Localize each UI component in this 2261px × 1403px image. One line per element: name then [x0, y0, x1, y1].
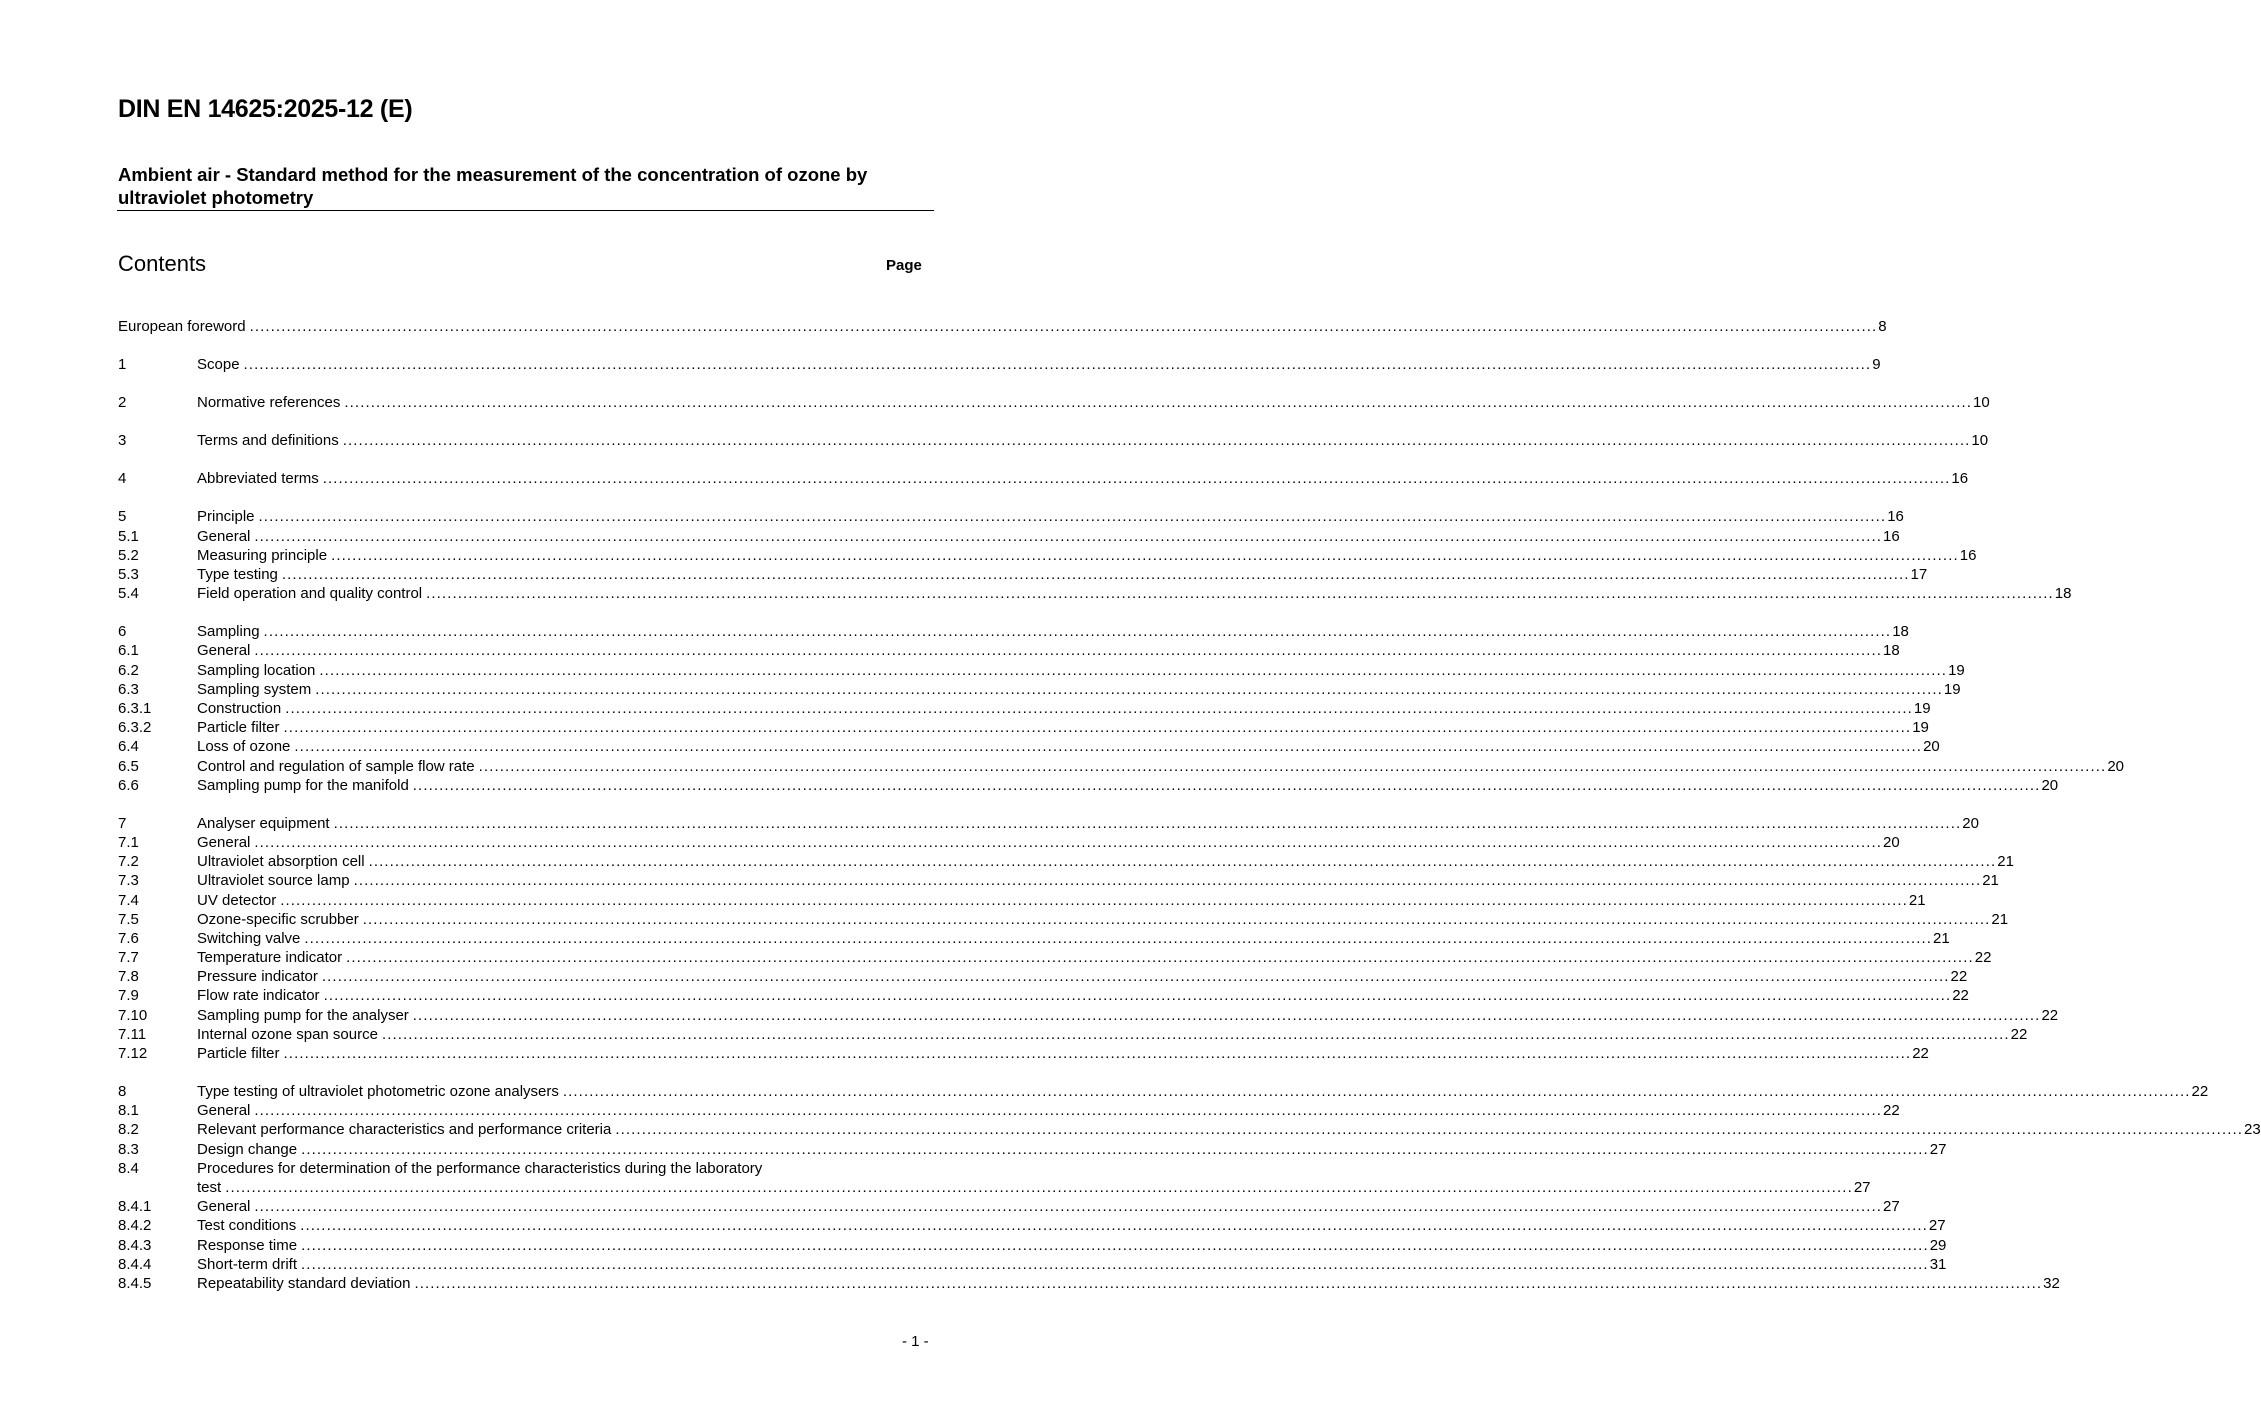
toc-entry[interactable] — [118, 527, 1900, 546]
toc-entry-page: 31 — [1929, 1255, 1947, 1273]
toc-entry-page: 32 — [2043, 1274, 2060, 1292]
toc-entry-title: Relevant performance characteristics and performance criteria — [197, 1121, 612, 1139]
toc-dot-leader — [250, 641, 1882, 660]
toc-entry[interactable] — [118, 1082, 2209, 1101]
toc-entry[interactable] — [118, 871, 1999, 890]
toc-entry[interactable] — [118, 431, 1989, 450]
toc-entry-number: 6.3.1 — [118, 699, 152, 717]
toc-dot-leader — [250, 1101, 1882, 1120]
toc-entry[interactable] — [118, 1236, 1947, 1255]
toc-entry-number: 7.11 — [118, 1025, 147, 1043]
toc-entry-number: 2 — [118, 394, 127, 412]
toc-entry-page: 22 — [2191, 1083, 2209, 1101]
toc-entry[interactable] — [118, 737, 1940, 756]
toc-entry[interactable] — [118, 910, 2009, 929]
toc-entry[interactable] — [118, 1159, 922, 1178]
toc-dot-leader — [250, 527, 1882, 546]
toc-entry-number: 6 — [118, 623, 127, 641]
toc-entry-title: General — [197, 642, 251, 660]
toc-entry[interactable] — [118, 776, 2059, 795]
toc-entry-page: 18 — [2054, 585, 2072, 603]
toc-entry-title: Particle filter — [197, 1045, 280, 1063]
toc-entry-page: 20 — [1923, 738, 1940, 756]
toc-entry-page: 20 — [1962, 814, 1979, 832]
toc-entry-page: 22 — [1883, 1102, 1900, 1120]
toc-entry-number: 6.2 — [118, 661, 139, 679]
toc-entry[interactable] — [118, 355, 1881, 374]
toc-dot-leader — [246, 317, 1878, 336]
toc-entry-title: Sampling location — [197, 661, 316, 679]
toc-entry-number: 8.4.4 — [118, 1255, 152, 1273]
toc-entry-page: 21 — [1908, 891, 1926, 909]
toc-entry[interactable] — [118, 680, 1961, 699]
toc-entry-number: 6.5 — [118, 757, 139, 775]
toc-entry-number: 5.1 — [118, 527, 139, 545]
toc-entry[interactable] — [118, 641, 1900, 660]
toc-entry-page: 21 — [1933, 929, 1950, 947]
contents-heading: Contents — [118, 251, 207, 276]
toc-entry[interactable] — [118, 661, 1965, 680]
toc-entry-title-continuation: test — [197, 1179, 222, 1197]
toc-dot-leader — [319, 469, 1951, 488]
toc-entry-title: Sampling system — [197, 680, 312, 698]
toc-dot-leader — [281, 699, 1913, 718]
toc-dot-leader — [280, 1044, 1912, 1063]
toc-entry-title: Construction — [197, 699, 282, 717]
toc-dot-leader — [297, 1140, 1929, 1159]
toc-entry-title: Sampling — [197, 623, 260, 641]
toc-entry[interactable] — [118, 757, 2124, 776]
toc-entry[interactable] — [118, 852, 2014, 871]
toc-entry-title: Sampling pump for the analyser — [197, 1006, 409, 1024]
toc-dot-leader — [255, 507, 1887, 526]
toc-dot-leader — [250, 833, 1882, 852]
toc-entry[interactable] — [118, 1274, 2060, 1293]
toc-entry-title: Repeatability standard deviation — [197, 1274, 411, 1292]
toc-entry-page: 21 — [1991, 910, 2009, 928]
toc-entry-title: UV detector — [197, 891, 277, 909]
toc-entry-page: 19 — [1913, 699, 1931, 717]
toc-entry[interactable] — [118, 1101, 1900, 1120]
toc-entry-title: General — [197, 1102, 251, 1120]
toc-dot-leader — [260, 622, 1892, 641]
toc-entry[interactable] — [118, 1025, 2028, 1044]
table-of-contents — [118, 317, 2261, 1293]
toc-entry[interactable] — [118, 469, 1969, 488]
toc-entry-number: 3 — [118, 432, 127, 450]
toc-dot-leader — [422, 584, 2054, 603]
toc-dot-leader — [350, 871, 1982, 890]
toc-entry-page: 21 — [1997, 853, 2014, 871]
toc-entry-number: 7.10 — [118, 1006, 148, 1024]
document-subtitle: Ambient air - Standard method for the measurement of the concentration of ozone by ultraviolet photometry — [118, 164, 868, 208]
toc-entry-continuation[interactable] — [118, 1178, 1871, 1197]
toc-entry[interactable] — [118, 1044, 1929, 1063]
toc-entry-number: 7.8 — [118, 968, 139, 986]
toc-entry-title: General — [197, 1198, 251, 1216]
toc-entry-foreword[interactable] — [118, 317, 1887, 336]
toc-entry-page: 20 — [2107, 757, 2124, 775]
toc-dot-leader — [297, 1236, 1929, 1255]
toc-entry-title: Response time — [197, 1236, 298, 1254]
toc-entry[interactable] — [118, 546, 1977, 565]
toc-dot-leader — [240, 355, 1872, 374]
toc-dot-leader — [290, 737, 1922, 756]
toc-entry-title: Type testing — [197, 565, 278, 583]
toc-dot-leader — [278, 565, 1910, 584]
toc-entry-number: 8.4.2 — [118, 1217, 152, 1235]
toc-entry-page: 21 — [1982, 872, 1999, 890]
toc-entry-page: 27 — [1853, 1179, 1871, 1197]
toc-entry-number: 8.4.3 — [118, 1236, 152, 1254]
toc-entry-title: Internal ozone span source — [197, 1025, 378, 1043]
toc-entry-page: 27 — [1928, 1217, 1946, 1235]
toc-entry-page: 22 — [1974, 949, 1992, 967]
toc-entry[interactable] — [118, 1255, 1947, 1274]
toc-entry[interactable] — [118, 622, 1909, 641]
toc-entry-number: 7.4 — [118, 891, 139, 909]
toc-entry-title: Sampling pump for the manifold — [197, 776, 409, 794]
toc-entry-page: 8 — [1878, 317, 1887, 335]
toc-entry-number: 8.4.1 — [118, 1198, 152, 1216]
toc-entry-title: Type testing of ultraviolet photometric ozone analysers — [197, 1083, 559, 1101]
toc-entry-page: 19 — [1948, 661, 1965, 679]
toc-entry-title: Short-term drift — [197, 1255, 298, 1273]
toc-entry[interactable] — [118, 986, 1969, 1005]
toc-entry[interactable] — [118, 1121, 2261, 1140]
toc-entry-title: Temperature indicator — [197, 949, 343, 967]
toc-entry-number: 8 — [118, 1083, 127, 1101]
toc-dot-leader — [250, 1197, 1882, 1216]
toc-dot-leader — [330, 814, 1962, 833]
toc-entry[interactable] — [118, 891, 1926, 910]
toc-entry-page: 27 — [1883, 1198, 1900, 1216]
toc-entry-number: 6.4 — [118, 738, 139, 756]
toc-entry-page: 22 — [1912, 1045, 1929, 1063]
toc-entry-page: 16 — [1887, 508, 1904, 526]
toc-entry-page: 27 — [1929, 1140, 1947, 1158]
toc-entry-number: 5 — [118, 508, 127, 526]
toc-entry-number: 1 — [118, 356, 127, 374]
toc-entry-title: Measuring principle — [197, 546, 328, 564]
toc-dot-leader — [359, 910, 1991, 929]
toc-entry-title: Control and regulation of sample flow rate — [197, 757, 475, 775]
toc-entry[interactable] — [118, 814, 1979, 833]
toc-dot-leader — [342, 948, 1974, 967]
toc-dot-leader — [475, 757, 2107, 776]
page-column-heading: Page — [886, 257, 922, 274]
toc-entry-title: Test conditions — [197, 1217, 297, 1235]
toc-entry-page: 22 — [2010, 1025, 2028, 1043]
toc-entry-number: 7.2 — [118, 853, 139, 871]
toc-entry-title: Ozone-specific scrubber — [197, 910, 359, 928]
toc-entry-number: 7.1 — [118, 833, 139, 851]
toc-entry-page: 19 — [1912, 719, 1929, 737]
toc-entry-title: Design change — [197, 1140, 298, 1158]
toc-entry-number: 7 — [118, 814, 127, 832]
toc-entry-title: General — [197, 527, 251, 545]
toc-dot-leader — [327, 546, 1959, 565]
toc-dot-leader — [378, 1025, 2010, 1044]
toc-entry-title: Terms and definitions — [197, 432, 339, 450]
toc-entry-page: 23 — [2244, 1121, 2261, 1139]
toc-entry[interactable] — [118, 929, 1950, 948]
toc-entry-page: 20 — [1883, 833, 1900, 851]
toc-entry[interactable] — [118, 833, 1900, 852]
toc-dot-leader — [280, 718, 1912, 737]
toc-entry-title: European foreword — [118, 317, 246, 335]
toc-entry-page: 16 — [1959, 546, 1977, 564]
toc-entry-number: 7.6 — [118, 929, 139, 947]
toc-entry-page: 22 — [1950, 968, 1968, 986]
toc-entry-number: 7.5 — [118, 910, 139, 928]
toc-entry-number: 7.9 — [118, 987, 139, 1005]
toc-entry[interactable] — [118, 699, 1931, 718]
toc-entry-number: 6.1 — [118, 642, 139, 660]
toc-entry-title: Ultraviolet source lamp — [197, 872, 350, 890]
toc-dot-leader — [315, 661, 1947, 680]
toc-entry[interactable] — [118, 967, 1968, 986]
toc-entry-number: 6.3.2 — [118, 719, 152, 737]
toc-entry-title: Pressure indicator — [197, 968, 318, 986]
toc-entry-title: General — [197, 833, 251, 851]
toc-entry-number: 5.2 — [118, 546, 139, 564]
toc-entry-title: Principle — [197, 508, 255, 526]
toc-dot-leader — [221, 1178, 1853, 1197]
toc-entry-page: 10 — [1971, 432, 1989, 450]
toc-entry[interactable] — [118, 1197, 1900, 1216]
toc-entry-number: 8.3 — [118, 1140, 139, 1158]
toc-dot-leader — [276, 891, 1908, 910]
toc-entry-page: 20 — [2041, 776, 2059, 794]
toc-dot-leader — [409, 1006, 2041, 1025]
toc-entry-title: Ultraviolet absorption cell — [197, 853, 365, 871]
toc-entry[interactable] — [118, 584, 2072, 603]
toc-entry-title: Switching valve — [197, 929, 301, 947]
toc-dot-leader — [410, 1274, 2042, 1293]
toc-entry-number: 5.3 — [118, 565, 139, 583]
toc-entry-title: Abbreviated terms — [197, 470, 319, 488]
toc-dot-leader — [300, 929, 1932, 948]
toc-dot-leader — [611, 1120, 2243, 1139]
toc-entry[interactable] — [118, 565, 1928, 584]
toc-entry-page: 22 — [1952, 987, 1969, 1005]
toc-entry-number: 6.3 — [118, 680, 139, 698]
toc-dot-leader — [365, 852, 1997, 871]
toc-entry-number: 7.12 — [118, 1045, 148, 1063]
toc-entry-page: 29 — [1929, 1236, 1947, 1254]
toc-entry-title: Procedures for determination of the performance characteristics during the laboratory — [197, 1159, 763, 1177]
document-title: DIN EN 14625:2025-12 (E) — [118, 95, 413, 123]
toc-entry-number: 6.6 — [118, 776, 139, 794]
toc-entry-number: 8.2 — [118, 1121, 139, 1139]
toc-entry[interactable] — [118, 718, 1929, 737]
toc-entry[interactable] — [118, 507, 1904, 526]
toc-dot-leader — [320, 986, 1952, 1005]
toc-entry-title: Field operation and quality control — [197, 585, 423, 603]
toc-entry-page: 16 — [1951, 470, 1969, 488]
toc-dot-leader — [311, 680, 1943, 699]
toc-entry-number: 7.7 — [118, 949, 139, 967]
toc-entry-number: 5.4 — [118, 585, 139, 603]
toc-entry-title: Loss of ozone — [197, 738, 291, 756]
toc-dot-leader — [409, 776, 2041, 795]
toc-entry[interactable] — [118, 1216, 1946, 1235]
toc-dot-leader — [339, 431, 1971, 450]
toc-dot-leader — [559, 1082, 2191, 1101]
title-rule — [117, 210, 934, 211]
toc-entry-number: 8.4.5 — [118, 1274, 152, 1292]
toc-entry-number: 7.3 — [118, 872, 139, 890]
toc-entry-title: Normative references — [197, 394, 341, 412]
toc-entry-page: 19 — [1943, 680, 1961, 698]
toc-dot-leader — [297, 1255, 1929, 1274]
toc-entry-page: 18 — [1883, 642, 1900, 660]
toc-entry[interactable] — [118, 948, 1992, 967]
toc-dot-leader — [318, 967, 1950, 986]
toc-entry-number: 8.4 — [118, 1159, 139, 1177]
toc-entry-page: 22 — [2041, 1006, 2059, 1024]
toc-entry[interactable] — [118, 1140, 1947, 1159]
toc-entry-page: 17 — [1910, 565, 1928, 583]
toc-entry[interactable] — [118, 1006, 2059, 1025]
toc-entry[interactable] — [118, 393, 1990, 412]
toc-dot-leader — [340, 393, 1972, 412]
toc-entry-number: 4 — [118, 470, 127, 488]
toc-entry-page: 9 — [1872, 356, 1881, 374]
toc-entry-page: 16 — [1883, 527, 1900, 545]
toc-entry-page: 18 — [1892, 623, 1909, 641]
toc-entry-title: Particle filter — [197, 719, 280, 737]
toc-entry-title: Analyser equipment — [197, 814, 330, 832]
toc-entry-title: Scope — [197, 356, 240, 374]
toc-entry-number: 8.1 — [118, 1102, 139, 1120]
page-number-footer: - 1 - — [902, 1333, 929, 1350]
toc-entry-title: Flow rate indicator — [197, 987, 320, 1005]
toc-entry-page: 10 — [1973, 394, 1990, 412]
toc-dot-leader — [296, 1216, 1928, 1235]
